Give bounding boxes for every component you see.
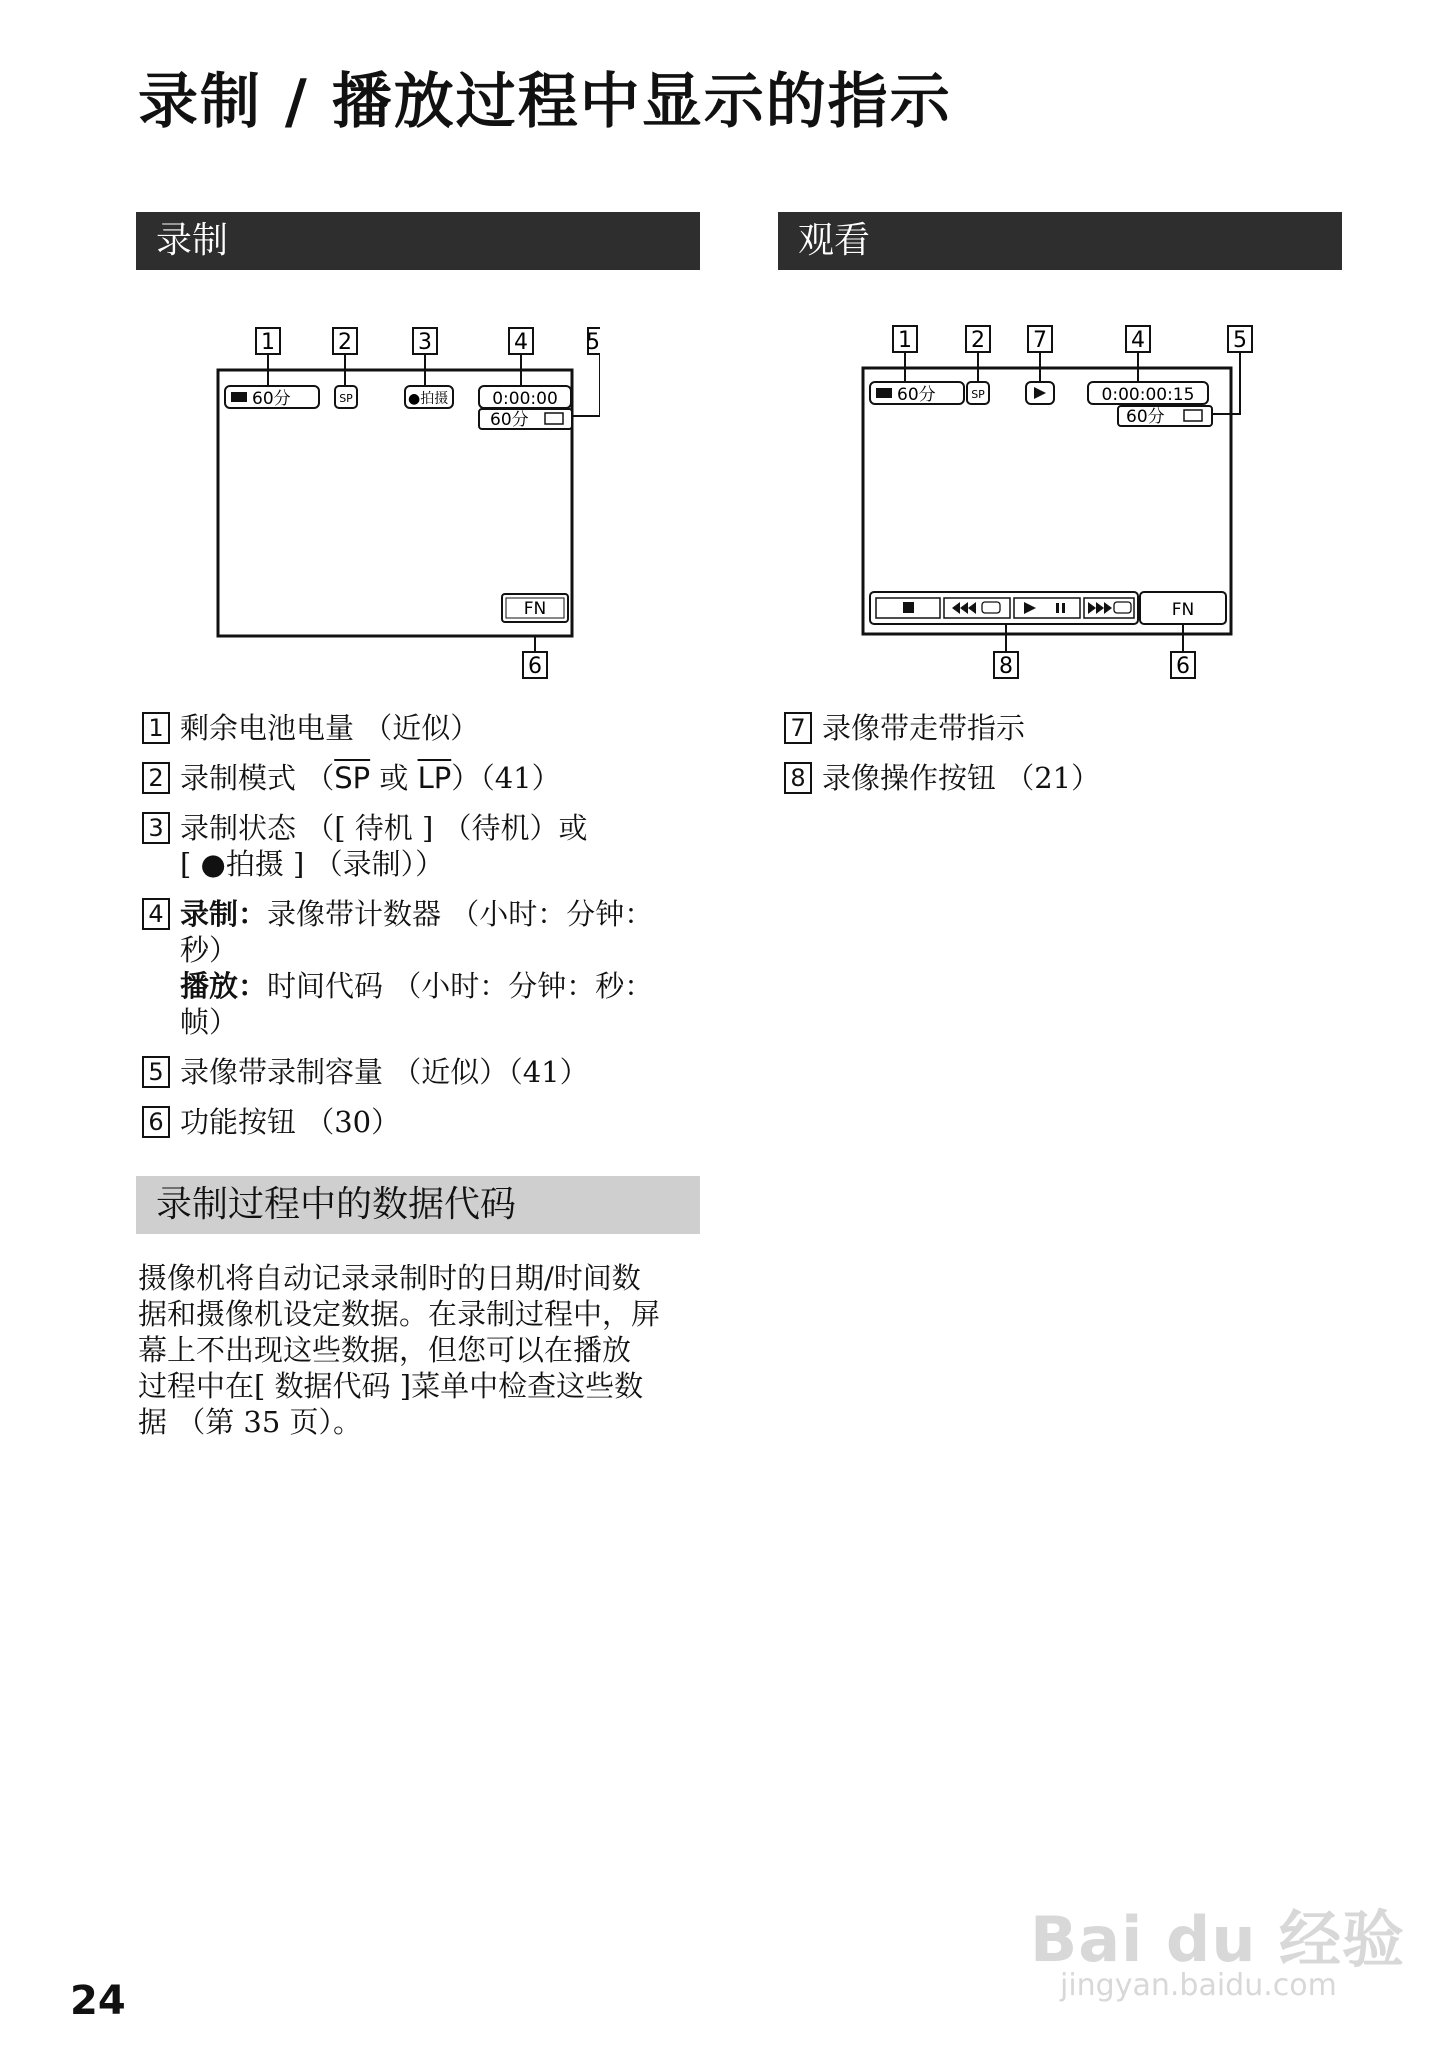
legend-number: 6 [142, 1106, 170, 1138]
svg-text:4: 4 [514, 330, 528, 355]
legend-item-4 [142, 896, 653, 1040]
svg-text:SP: SP [339, 392, 353, 405]
stop-icon [903, 602, 914, 613]
legend-text: 录像带走带指示 [822, 711, 1026, 745]
page-title: 录制 / 播放过程中显示的指示 [138, 67, 952, 137]
legend-number: 8 [784, 762, 812, 794]
legend-number: 3 [142, 812, 170, 844]
legend-number: 2 [142, 762, 170, 794]
page-number: 24 [70, 1978, 126, 2024]
legend-text: 录制：录像带计数器 （小时：分钟： 秒） 播放：时间代码 （小时：分钟：秒： 帧） [180, 897, 654, 1039]
svg-text:60分: 60分 [252, 389, 291, 409]
section-datacode-header: 录制过程中的数据代码 [136, 1176, 700, 1234]
video-control-buttons [870, 592, 1138, 624]
legend-item-1 [142, 710, 479, 746]
svg-text:5: 5 [1233, 328, 1247, 353]
rec-mode-indicator [335, 386, 357, 408]
svg-text:2: 2 [338, 330, 352, 355]
svg-text:FN: FN [523, 599, 547, 619]
svg-text:0:00:00: 0:00:00 [492, 389, 558, 409]
svg-text:7: 7 [1033, 328, 1047, 353]
watermark-url: jingyan.baidu.com [1060, 1968, 1337, 2003]
svg-text:8: 8 [999, 654, 1013, 679]
svg-text:6: 6 [1176, 654, 1190, 679]
rec-status-indicator [405, 386, 453, 408]
svg-text:60分: 60分 [897, 385, 936, 405]
sp-mode-label: $\overline{SP}$ [334, 761, 371, 795]
play-indicator-icon [1026, 382, 1054, 404]
battery-indicator [870, 382, 964, 405]
timecode [1088, 382, 1208, 405]
svg-text:0:00:00:15: 0:00:00:15 [1101, 385, 1195, 405]
legend-item-2 [142, 760, 561, 796]
legend-number: 1 [142, 712, 170, 744]
tape-remaining [479, 409, 572, 430]
rec-mode-indicator [967, 382, 989, 404]
svg-text:1: 1 [898, 328, 912, 353]
svg-text:3: 3 [418, 330, 432, 355]
svg-text:SP: SP [971, 388, 985, 401]
svg-text:60分: 60分 [1126, 407, 1165, 427]
legend-item-8 [784, 760, 1100, 796]
fn-button [502, 594, 568, 622]
legend-number: 5 [142, 1056, 170, 1088]
svg-text:●拍摄: ●拍摄 [408, 391, 449, 407]
legend-number: 7 [784, 712, 812, 744]
svg-text:6: 6 [528, 654, 542, 679]
svg-text:4: 4 [1131, 328, 1145, 353]
lp-mode-label: $\overline{LP}$ [417, 761, 452, 795]
svg-text:60分: 60分 [490, 410, 529, 430]
watermark-logo: Bai du 经验 [1030, 1903, 1406, 1976]
legend-text: 录像带录制容量 （近似）（41） [180, 1055, 589, 1089]
section-record-header: 录制 [136, 212, 700, 270]
legend-item-7 [784, 710, 1025, 746]
datacode-paragraph: 摄像机将自动记录录制时的日期/时间数 据和摄像机设定数据。在录制过程中，屏 幕上不出现这些数据，但您可以在播放 过程中在[ 数据代码 ]菜单中检查这些数 据 （第 35 页）。 [138, 1261, 661, 1439]
legend-text: 录像操作按钮 （21） [822, 761, 1101, 795]
section-watch-header: 观看 [778, 212, 1342, 270]
record-screen-diagram [200, 316, 600, 686]
legend-text: 功能按钮 （30） [180, 1105, 401, 1139]
svg-text:1: 1 [261, 330, 275, 355]
legend-item-6 [142, 1104, 400, 1140]
tape-remaining [1118, 406, 1212, 427]
fn-button [1140, 592, 1226, 624]
legend-text: 剩余电池电量 （近似） [180, 711, 480, 745]
legend-text: 录制模式 （$\overline{SP}$ 或 $\overline{LP})(41)$ [180, 761, 561, 795]
watch-screen-diagram [848, 316, 1268, 686]
legend-item-3 [142, 810, 588, 882]
legend-number: 4 [142, 898, 170, 930]
svg-text:2: 2 [971, 328, 985, 353]
svg-text:FN: FN [1171, 600, 1195, 620]
battery-indicator [225, 386, 319, 409]
callout-5 [572, 328, 600, 416]
tape-counter [479, 386, 571, 409]
svg-text:5: 5 [586, 330, 600, 355]
callout-6 [523, 636, 547, 679]
legend-text: 录制状态 （[ 待机 ] （待机）或 [ ●拍摄 ] （录制）） [180, 811, 588, 881]
legend-item-5 [142, 1054, 589, 1090]
